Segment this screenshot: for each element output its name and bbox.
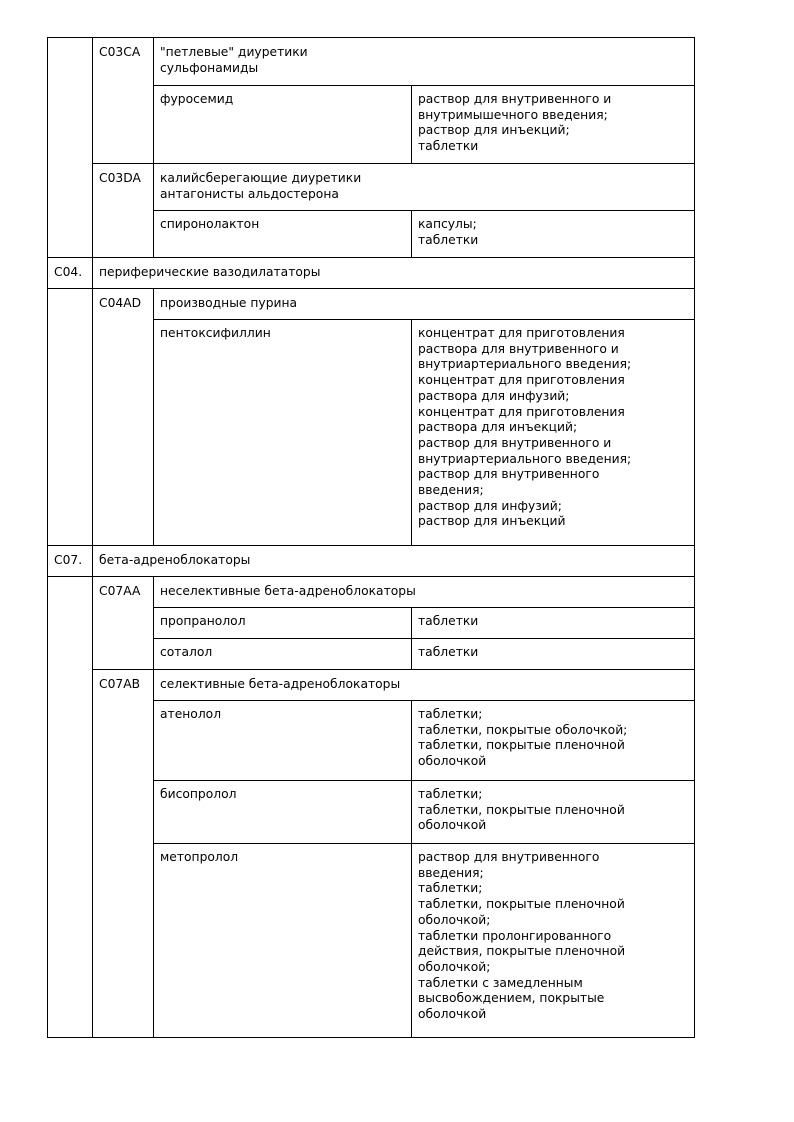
atc-code-cell: C04AD bbox=[93, 289, 154, 546]
table-row bbox=[48, 670, 695, 701]
dosage-form-cell: таблетки; таблетки, покрытые оболочкой; таблетки, покрытые пленочной оболочкой bbox=[412, 701, 695, 781]
dosage-form-cell: таблетки bbox=[412, 608, 695, 639]
dosage-form-cell: раствор для внутривенного введения; таблетки; таблетки, покрытые пленочной оболочкой; таблетки пролонгированного действия, покрытые пленочной оболочкой; таблетки с замедленным высвобождением, покрытые оболочкой bbox=[412, 844, 695, 1038]
dosage-form-cell: капсулы; таблетки bbox=[412, 211, 695, 258]
atc-group-name: производные пурина bbox=[154, 289, 695, 320]
table-row bbox=[48, 258, 695, 289]
drug-name-cell: пропранолол bbox=[154, 608, 412, 639]
table-row bbox=[48, 546, 695, 577]
dosage-form-cell: таблетки bbox=[412, 639, 695, 670]
drug-classification-table bbox=[47, 37, 695, 1038]
dosage-form-cell: раствор для внутривенного и внутримышечного введения; раствор для инъекций; таблетки bbox=[412, 86, 695, 164]
table-row bbox=[48, 164, 695, 211]
atc-code-cell: C03CA bbox=[93, 38, 154, 164]
drug-name-cell: пентоксифиллин bbox=[154, 320, 412, 546]
atc-section-code: C07. bbox=[48, 546, 93, 577]
table-row bbox=[48, 289, 695, 320]
atc-group-name: селективные бета-адреноблокаторы bbox=[154, 670, 695, 701]
atc-section-name: периферические вазодилататоры bbox=[93, 258, 695, 289]
atc-code-cell: C07AB bbox=[93, 670, 154, 1038]
atc-group-name: неселективные бета-адреноблокаторы bbox=[154, 577, 695, 608]
empty-group-cell bbox=[48, 289, 93, 546]
drug-name-cell: соталол bbox=[154, 639, 412, 670]
atc-group-name: калийсберегающие диуретики антагонисты альдостерона bbox=[154, 164, 695, 211]
table-row bbox=[48, 577, 695, 608]
drug-name-cell: метопролол bbox=[154, 844, 412, 1038]
atc-code-cell: C07AA bbox=[93, 577, 154, 670]
drug-name-cell: фуросемид bbox=[154, 86, 412, 164]
dosage-form-cell: концентрат для приготовления раствора для внутривенного и внутриартериального введения; концентрат для приготовления раствора для инфузий; концентрат для приготовления раствора для инъекций; раствор для внутривенного и внутриартериального введения; раствор для внутривенного введения; раствор для инфузий; раствор для инъекций bbox=[412, 320, 695, 546]
atc-section-name: бета-адреноблокаторы bbox=[93, 546, 695, 577]
drug-name-cell: спиронолактон bbox=[154, 211, 412, 258]
dosage-form-cell: таблетки; таблетки, покрытые пленочной оболочкой bbox=[412, 781, 695, 844]
atc-section-code: C04. bbox=[48, 258, 93, 289]
drug-name-cell: атенолол bbox=[154, 701, 412, 781]
atc-code-cell: C03DA bbox=[93, 164, 154, 258]
drug-name-cell: бисопролол bbox=[154, 781, 412, 844]
empty-group-cell bbox=[48, 577, 93, 1038]
atc-group-name: "петлевые" диуретики сульфонамиды bbox=[154, 38, 695, 86]
empty-group-cell bbox=[48, 38, 93, 258]
table-row bbox=[48, 38, 695, 86]
